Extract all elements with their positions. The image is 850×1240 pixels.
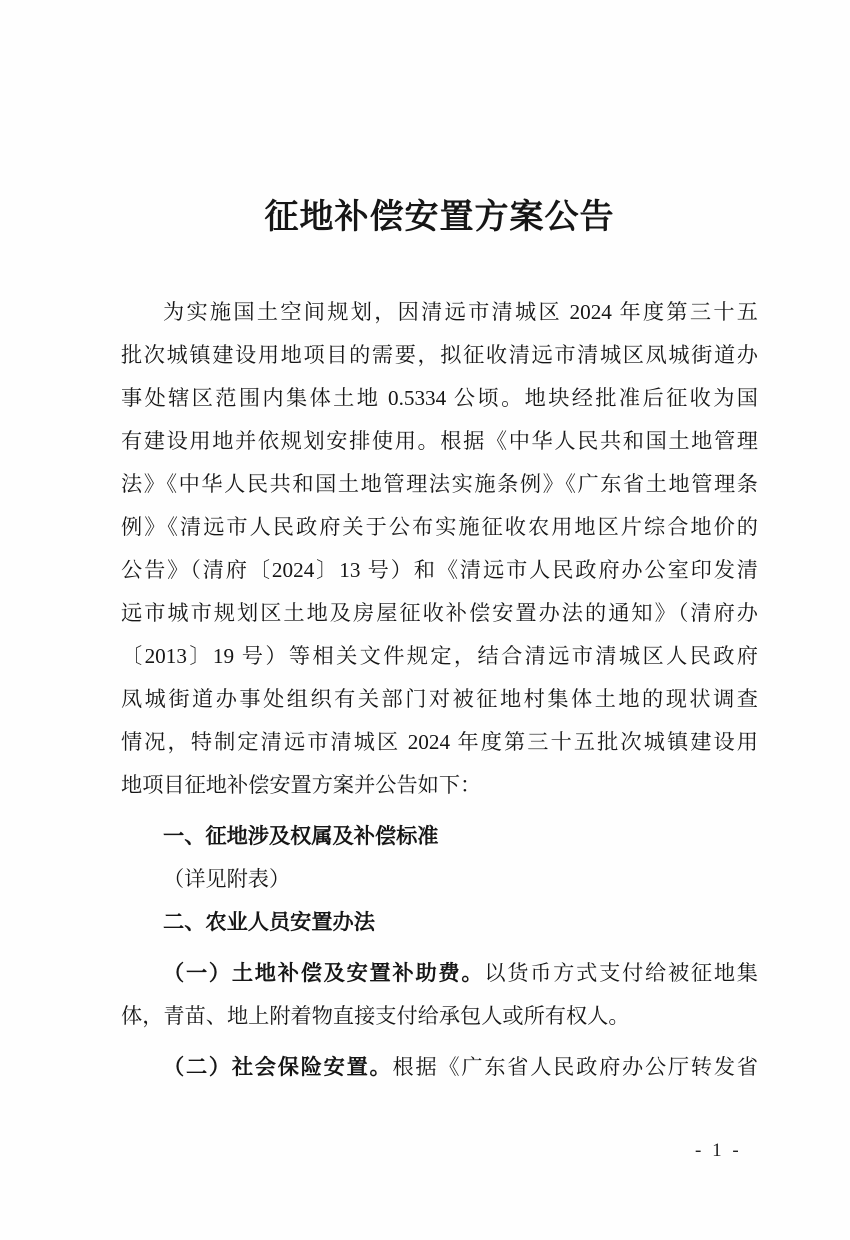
text-line <box>121 764 758 807</box>
body-text: 体，青苗、地上附着物直接支付给承包人或所有权人。 <box>121 1004 630 1028</box>
text-line <box>121 549 758 592</box>
bold-lead-text: （二）社会保险安置。 <box>163 1056 393 1079</box>
bold-lead-text: 一、征地涉及权属及补偿标准 <box>163 825 439 848</box>
body-text: 法》《中华人民共和国土地管理法实施条例》《广东省土地管理条 <box>121 472 758 496</box>
text-line <box>121 721 758 764</box>
text-line <box>121 952 758 995</box>
text-line <box>121 506 758 549</box>
document-body <box>121 291 758 1089</box>
text-line <box>121 678 758 721</box>
text-line <box>121 377 758 420</box>
text-line <box>121 334 758 377</box>
body-text: （详见附表） <box>163 867 291 891</box>
section-heading <box>121 815 758 858</box>
document-title: 征地补偿安置方案公告 <box>264 199 615 236</box>
body-text: 有建设用地并依规划安排使用。根据《中华人民共和国土地管理 <box>121 429 758 453</box>
text-line <box>121 420 758 463</box>
body-text: 地项目征地补偿安置方案并公告如下： <box>121 773 482 797</box>
body-text: 根据《广东省人民政府办公厅转发省 <box>392 1055 758 1079</box>
body-text: 批次城镇建设用地项目的需要，拟征收清远市清城区凤城街道办 <box>121 343 758 367</box>
body-text: 公告》（清府〔2024〕13 号）和《清远市人民政府办公室印发清 <box>121 558 758 582</box>
bold-lead-text: 二、农业人员安置办法 <box>163 911 375 934</box>
body-text: 情况，特制定清远市清城区 2024 年度第三十五批次城镇建设用 <box>121 730 758 754</box>
text-line <box>121 635 758 678</box>
body-text: 为实施国土空间规划，因清远市清城区 2024 年度第三十五 <box>163 300 758 324</box>
document-content <box>121 197 758 1089</box>
section-heading <box>121 901 758 944</box>
text-line <box>121 995 758 1038</box>
body-text: 〔2013〕19 号）等相关文件规定，结合清远市清城区人民政府 <box>121 644 758 668</box>
text-line <box>121 291 758 334</box>
body-text: 远市城市规划区土地及房屋征收补偿安置办法的通知》（清府办 <box>121 601 758 625</box>
text-line <box>121 1046 758 1089</box>
bold-lead-text: （一）土地补偿及安置补助费。 <box>163 962 485 985</box>
page-number: - 1 - <box>695 1140 742 1161</box>
body-text: 凤城街道办事处组织有关部门对被征地村集体土地的现状调查 <box>121 687 758 711</box>
body-text: 事处辖区范围内集体土地 0.5334 公顷。地块经批准后征收为国 <box>121 386 758 410</box>
text-line <box>121 463 758 506</box>
text-line <box>121 858 758 901</box>
body-text: 例》《清远市人民政府关于公布实施征收农用地区片综合地价的 <box>121 515 758 539</box>
body-text: 以货币方式支付给被征地集 <box>484 961 758 985</box>
text-line <box>121 592 758 635</box>
